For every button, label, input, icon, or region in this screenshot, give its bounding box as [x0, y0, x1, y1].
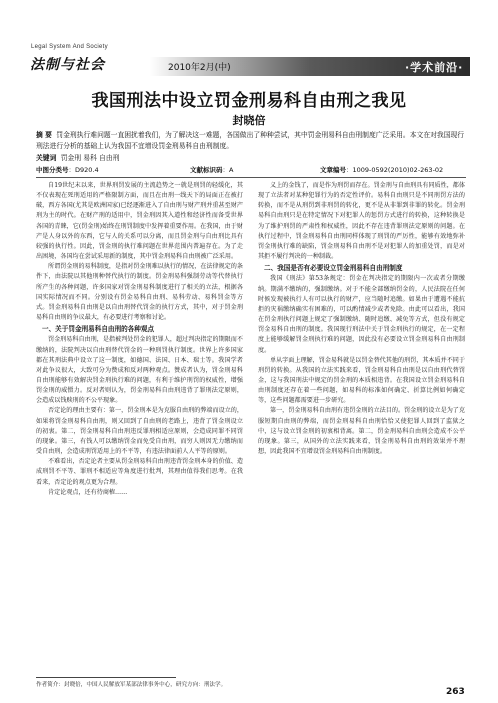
- keywords-label: 关键词: [36, 154, 57, 162]
- left-column: [36, 181, 243, 498]
- footnote-divider: [36, 677, 176, 678]
- document-code: 文献标识码：A: [190, 166, 234, 174]
- journal-english-name: Legal System And Society: [31, 44, 108, 50]
- issue-date: 2010年2月(中): [168, 63, 231, 73]
- article-title: 我国刑法中设立罚金刑易科自由刑之我见: [91, 91, 407, 111]
- body-paragraph: 不难看出，否定论者主要从罚金刑易科自由刑违背罚金刑本身的价值、造成刑罚不平等、罪刑不相适应等角度进行批判，其理由值得我们思考。在我看来，否定论的观点更为合理。: [36, 458, 243, 486]
- body-paragraph: 自19世纪末以来，世界刑罚发展的主流趋势之一就是刑罚的轻缓化，其不仅表现在死刑适用的严格限制方面，而且在由刑一线天下的局面正在被打破，西方各国(尤其是欧洲国家)已经逐渐进入了自由刑与财产刑并重甚至财产刑为主的时代。在财产刑的适用中，罚金刑因其入道性和经济性而备受世界各国的青睐，它(罚金刑)始终在刑罚制度中发挥着重要作用。在我国，由于财产是人身以外的东西，它与人的关系可以分离，而且罚金刑与自由刑比具有较强的执行性。因此，罚金刑的执行难问题在世界范围内普遍存在。为了走出困境，各国均在尝试采用新的制度，其中罚金刑易科自由刑被广泛采用。: [36, 182, 243, 261]
- section-label: ·学术前沿·: [405, 61, 464, 74]
- author-footnote: 作者简介：封晓倍，中国人民解放军某部法律事务中心，研究方向：刑法学。: [36, 682, 227, 688]
- body-paragraph: 第一，罚金刑易科自由刑有违罚金刑的立法目的。罚金刑的设立是为了克服短期自由刑的弊端，而罚金刑易科自由刑恰恰又使犯罪人回到了监狱之中，这与设立罚金刑的初衷相背离。第二，罚金刑易科自由刑会造成不公平的现象。第三，从国外的立法实践来看，罚金刑易科自由刑的效果并不理想，因此我国不宜增设罚金刑易科自由刑制度。: [258, 407, 465, 456]
- article-author: 封晓倍: [232, 114, 266, 127]
- section-heading: 一、关于罚金刑易科自由刑的各种观点: [42, 325, 155, 334]
- abstract-label: 摘 要: [36, 131, 52, 139]
- page-number: 263: [446, 687, 465, 697]
- body-paragraph: 否定论的理由主要有：第一，罚金刑本是为克服自由刑的弊端而设立的，如果将罚金刑易科自由刑，则又回到了自由刑的老路上，违背了罚金刑设立的初衷。第二，罚金刑易科自由刑违反罪刑相适应原则，会造成同罪不同罚的现象。第三，有钱人可以缴纳罚金而免受自由刑，而穷人则因无力缴纳而受自由刑，会造成刑罚适用上的不平等，有违法律面前人人平等的原则。: [36, 407, 243, 456]
- body-paragraph: 肯定论观点，还有待商榷……: [48, 488, 128, 496]
- body-paragraph: 我国《刑法》第53条规定：罚金在判决指定的期限内一次或者分期缴纳。期满不缴纳的，强制缴纳。对于不能全部缴纳罚金的，人民法院在任何时候发现被执行人有可以执行的财产，应当随时追缴。如果由于遭遇不能抗拒的灾祸缴纳确实有困难的，可以酌情减少或者免除。由此可以看出，我国在罚金刑执行问题上规定了强制缴纳、随时追缴、减免等方式，但没有规定罚金易科自由刑的制度。我国现行刑法中关于罚金刑执行的规定，在一定程度上能够缓解罚金刑执行难的问题，因此没有必要设立罚金刑易科自由刑制度。: [258, 275, 465, 354]
- journal-chinese-name: 法制与社会: [30, 57, 105, 73]
- body-paragraph: 罚金刑易科自由刑，是指被判处罚金的犯罪人，超过判决指定的期限而不缴纳的，法院判决以自由刑替代罚金的一种刑罚执行制度。世界上许多国家都在其刑法典中设立了这一制度，如德国、法国、日本、瑞士等。我国学者对此争议很大，大致可分为赞成和反对两种观点。赞成者认为，罚金刑易科自由刑能够有效解决罚金刑执行难的问题，有利于维护刑罚的权威性，增强罚金刑的威慑力。反对者则认为，罚金刑易科自由刑违背了罪刑法定原则，会造成以钱赎刑的不公平现象。: [36, 336, 243, 405]
- keywords: [36, 152, 119, 162]
- masthead: [0, 0, 498, 84]
- abstract: [36, 130, 466, 152]
- right-column: [258, 181, 465, 457]
- header-divider: [36, 177, 466, 178]
- keywords-text: 罚金刑 易科 自由刑: [60, 154, 120, 162]
- body-paragraph: 义上的金钱了，而是作为刑罚而存在。罚金刑与自由刑具有同质性，都体现了立法者对某种犯罪行为的否定性评价。易科自由刑只是不同刑罚方法的转换，而不是从刑罚到非刑罚的转化，更不是从非罪到非罪的转化。罚金刑易科自由刑只是在特定情况下对犯罪人的惩罚方式进行的转换，这种转换是为了维护刑罚的严肃性和权威性，因此不存在违背罪刑法定原则的问题。在执行过程中，罚金刑易科自由刑同样体现了刑罚的严厉性，能够有效地弥补罚金刑执行难的缺陷，罚金刑易科自由刑不是对犯罪人的加重处罚，而是对其拒不履行判决的一种制裁。: [258, 182, 465, 261]
- section-heading: 二、我国是否有必要设立罚金刑易科自由刑制度: [264, 264, 403, 273]
- clc-number: 中图分类号：D920.4: [36, 166, 99, 174]
- body-paragraph: 所谓罚金刑的易科制度，是指对罚金刑难以执行的情况，在法律规定的条件下，由法院以其他刑种替代执行的制度。罚金刑易科强制劳动等代替执行所产生的各种问题，许多国家对罚金刑易科制度进行了相关的立法，根据各国实际情况而不同。分别设有罚金易科自由刑、易科劳动、易科罚金等方式。罚金刑易科自由刑是以自由刑替代罚金的执行方式，其中，对于罚金刑易科自由刑的争议最大，有必要进行考察和讨论。: [36, 263, 243, 322]
- article-number: 文章编号：1009-0592(2010)02-263-02: [320, 166, 444, 174]
- body-paragraph: 单从字面上理解，罚金易科就是以罚金替代其他的刑罚，其本质并不同于刑罚的转换。从我国的立法实践来看，罚金刑易科自由刑是以自由刑代替罚金，这与我国刑法中规定的罚金刑的本质相违背。在我国设立罚金刑易科自由刑制度还存在着一些问题，如易科的标准如何确定、折算比例如何确定等，这些问题都需要进一步研究。: [258, 356, 465, 405]
- abstract-text: 罚金刑执行难问题一直困扰着我们，为了解决这一难题，各国做出了种种尝试，其中罚金刑易科自由刑制度广泛采用。本文在对我国现行刑法进行分析的基础上认为我国不宜增设罚金刑易科自由刑制度。: [36, 131, 465, 150]
